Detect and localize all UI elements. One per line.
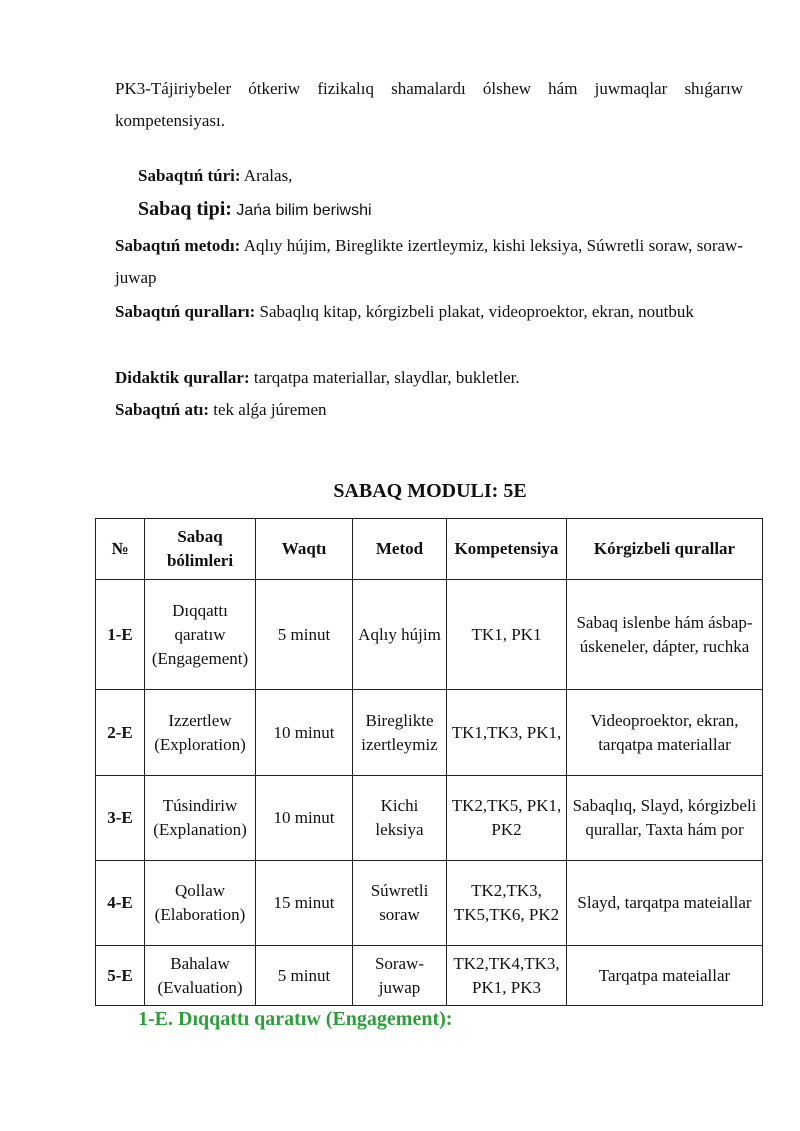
table-row: [96, 946, 763, 1006]
lesson-tools-value: Sabaqlıq kitap, kórgizbeli plakat, videoproektor, ekran, noutbuk: [255, 302, 694, 321]
cell-visual-aids: Videoproektor, ekran, tarqatpa materiallar: [567, 690, 763, 776]
lesson-type-line: [138, 166, 292, 186]
cell-method: Súwretli soraw: [353, 861, 447, 946]
cell-competency: TK2,TK4,TK3, PK1, PK3: [447, 946, 567, 1006]
cell-number: 4-E: [96, 861, 145, 946]
module-title: SABAQ MODULI: 5E: [333, 480, 527, 502]
cell-section: Bahalaw (Evaluation): [145, 946, 256, 1006]
lesson-topic-line: [115, 394, 743, 426]
cell-method: Kichi leksiya: [353, 776, 447, 861]
cell-time: 15 minut: [256, 861, 353, 946]
table-header-row: [96, 519, 763, 580]
cell-method: Aqlıy hújim: [353, 580, 447, 690]
cell-competency: TK1, PK1: [447, 580, 567, 690]
cell-competency: TK2,TK3, TK5,TK6, PK2: [447, 861, 567, 946]
lesson-method-value: Aqlıy hújim, Bireglikte izertleymiz, kishi leksiya, Súwretli soraw, soraw-juwap: [115, 236, 743, 287]
cell-visual-aids: Sabaqlıq, Slayd, kórgizbeli qurallar, Taxta hám por: [567, 776, 763, 861]
cell-time: 5 minut: [256, 580, 353, 690]
header-visual-aids: Kórgizbeli qurallar: [567, 519, 763, 580]
lesson-topic-label: Sabaqtıń atı:: [115, 400, 209, 419]
cell-time: 10 minut: [256, 690, 353, 776]
cell-number: 1-E: [96, 580, 145, 690]
cell-section: Izzertlew (Exploration): [145, 690, 256, 776]
table-row: [96, 690, 763, 776]
header-time: Waqtı: [256, 519, 353, 580]
lesson-method-line: [115, 230, 743, 294]
cell-number: 5-E: [96, 946, 145, 1006]
header-method: Metod: [353, 519, 447, 580]
didactic-tools-value: tarqatpa materiallar, slaydlar, bukletler.: [249, 368, 520, 387]
cell-visual-aids: Slayd, tarqatpa mateiallar: [567, 861, 763, 946]
lesson-tools-line: [115, 296, 743, 328]
lesson-kind-value: Jańa bilim beriwshi: [231, 202, 372, 219]
cell-time: 10 minut: [256, 776, 353, 861]
header-competency: Kompetensiya: [447, 519, 567, 580]
lesson-kind-line: [138, 198, 372, 221]
table-row: [96, 776, 763, 861]
header-sections: Sabaq bólimleri: [145, 519, 256, 580]
lesson-type-label: Sabaqtıń túri:: [138, 166, 241, 185]
table-row: [96, 861, 763, 946]
cell-time: 5 minut: [256, 946, 353, 1006]
cell-number: 2-E: [96, 690, 145, 776]
cell-method: Bireglikte izertleymiz: [353, 690, 447, 776]
table-row: [96, 580, 763, 690]
competency-paragraph: PK3-Tájiriybeler ótkeriw fizikalıq shamalardı ólshew hám juwmaqlar shıǵarıw kompetensiyası.: [115, 79, 743, 130]
cell-visual-aids: Sabaq islenbe hám ásbap-úskeneler, dápter, ruchka: [567, 580, 763, 690]
didactic-tools-line: [115, 362, 743, 394]
cell-visual-aids: Tarqatpa mateiallar: [567, 946, 763, 1006]
lesson-tools-label: Sabaqtıń quralları:: [115, 302, 256, 321]
header-number: №: [96, 519, 145, 580]
lesson-method-label: Sabaqtıń metodı:: [115, 236, 241, 255]
cell-competency: TK1,TK3, PK1,: [447, 690, 567, 776]
section-heading: 1-E. Dıqqattı qaratıw (Engagement):: [138, 1008, 453, 1030]
cell-section: Túsindiriw (Explanation): [145, 776, 256, 861]
cell-number: 3-E: [96, 776, 145, 861]
cell-section: Dıqqattı qaratıw (Engagement): [145, 580, 256, 690]
lesson-kind-label: Sabaq tipi:: [138, 198, 232, 220]
lesson-type-value: Aralas,: [240, 166, 293, 185]
module-table: [95, 518, 763, 1006]
cell-method: Soraw-juwap: [353, 946, 447, 1006]
didactic-tools-label: Didaktik qurallar:: [115, 368, 250, 387]
cell-section: Qollaw (Elaboration): [145, 861, 256, 946]
cell-competency: TK2,TK5, PK1, PK2: [447, 776, 567, 861]
lesson-topic-value: tek alǵa júremen: [209, 400, 327, 419]
